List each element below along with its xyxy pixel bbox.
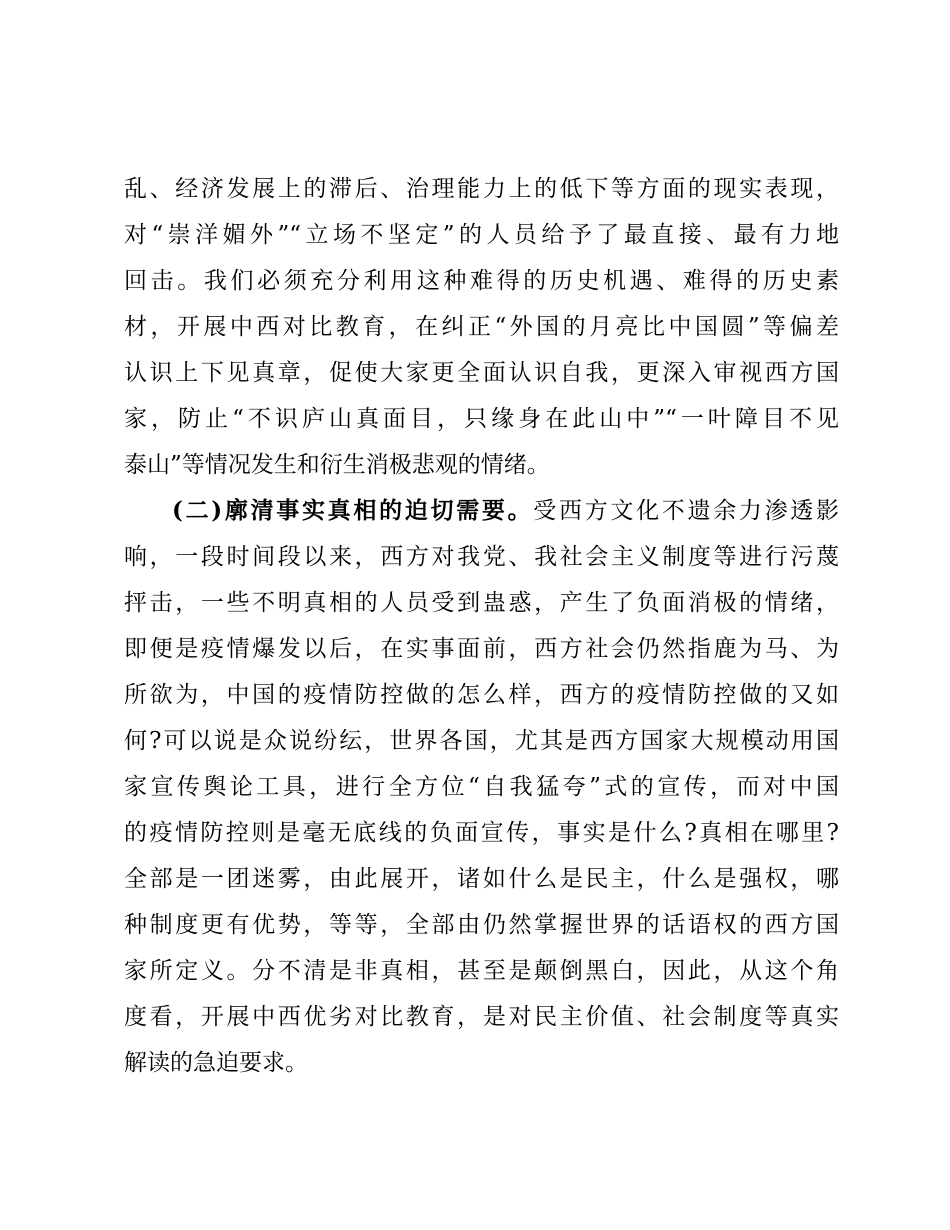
paragraph-2 — [124, 488, 839, 1086]
text-line: 家所定义。分不清是非真相，甚至是颠倒黑白，因此，从这个角 — [124, 958, 839, 984]
text-line: 认识上下见真章，促使大家更全面认识自我，更深入审视西方国 — [124, 360, 839, 386]
text-line: 解读的急迫要求。 — [124, 1050, 308, 1076]
text-line: 家宣传舆论工具，进行全方位“自我猛夸”式的宣传，而对中国 — [124, 774, 839, 800]
text-line: 响，一段时间段以来，西方对我党、我社会主义制度等进行污蔑 — [124, 544, 839, 570]
text-line: 回击。我们必须充分利用这种难得的历史机遇、难得的历史素 — [124, 268, 839, 294]
text-line: 家，防止“不识庐山真面目，只缘身在此山中”“一叶障目不见 — [124, 406, 839, 432]
text-line: 抨击，一些不明真相的人员受到蛊惑，产生了负面消极的情绪， — [124, 590, 839, 616]
text-line: 种制度更有优势，等等，全部由仍然掌握世界的话语权的西方国 — [124, 912, 839, 938]
text-line: 的疫情防控则是毫无底线的负面宣传，事实是什么?真相在哪里? — [124, 820, 839, 846]
section-heading: (二)廓清事实真相的迫切需要。 — [172, 497, 534, 524]
text-line: 即便是疫情爆发以后，在实事面前，西方社会仍然指鹿为马、为 — [124, 636, 839, 662]
text-line: 全部是一团迷雾，由此展开，诸如什么是民主，什么是强权，哪 — [124, 866, 839, 892]
text-line: 泰山”等情况发生和衍生消极悲观的情绪。 — [124, 452, 550, 478]
paragraph-1 — [124, 166, 839, 488]
text-run: 受西方文化不遗余力渗透影 — [533, 498, 840, 524]
text-line: 乱、经济发展上的滞后、治理能力上的低下等方面的现实表现， — [124, 176, 839, 202]
text-line: 所欲为，中国的疫情防控做的怎么样，西方的疫情防控做的又如 — [124, 682, 839, 708]
text-line: 度看，开展中西优劣对比教育，是对民主价值、社会制度等真实 — [124, 1004, 839, 1030]
paragraph-first-line — [124, 488, 839, 534]
text-line: 材，开展中西对比教育，在纠正“外国的月亮比中国圆”等偏差 — [124, 314, 839, 340]
document-body — [124, 166, 839, 1086]
text-line: 对“崇洋媚外”“立场不坚定”的人员给予了最直接、最有力地 — [124, 222, 839, 248]
text-line: 何?可以说是众说纷纭，世界各国，尤其是西方国家大规模动用国 — [124, 728, 839, 754]
